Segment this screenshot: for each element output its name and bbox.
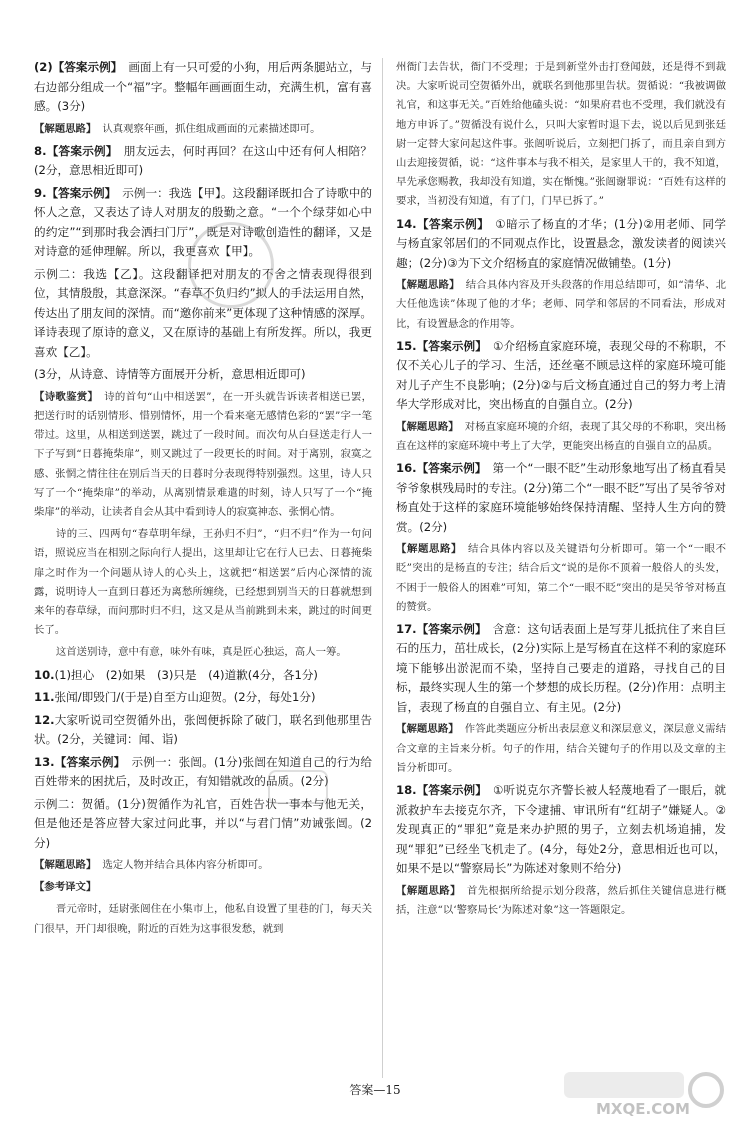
answer-q14: 14.【答案示例】 ①暗示了杨直的才华；(1分)②用老师、同学与杨直家邻居们的不同观点作比，设置悬念，激发读者的阅读兴趣；(2分)③为下文介绍杨直的家庭情况做铺垫。(1分): [396, 216, 726, 270]
tip-q16: 【解题思路】 结合具体内容以及关键语句分析即可。第一个“一眼不眨”突出的是杨直的专注；结合后文“说的是你不顶着一般俗人的头发，不困于一般俗人的困难”可知，第二个“一眼不眨”突出的是吴爷爷对杨直的赞赏。: [396, 543, 726, 613]
page-footer: 答案—15: [349, 1083, 401, 1097]
right-column: [396, 58, 726, 923]
answer-q11: 11.张闻/即毁门/(于是)自至方山迎贺。(2分，每处1分): [34, 690, 316, 705]
column-divider: [382, 58, 383, 1078]
answer-q13-a: 13.【答案示例】 示例一：张闿。(1分)张闿在知道自己的行为给百姓带来的困扰后，及时改正，有知错就改的品质。(2分): [34, 754, 372, 789]
left-column: [34, 58, 372, 942]
answer-q16: 16.【答案示例】 第一个“一眼不眨”生动形象地写出了杨直看吴爷爷象棋残局时的专注。(2分)第二个“一眼不眨”写出了吴爷爷对杨直处于这样的家庭环境能够始终保持清醒、坚持人生方向的赞赏。(2分): [396, 461, 726, 534]
answer-q8: 8.【答案示例】 朋友远去，何时再回？在这山中还有何人相陪？(2分，意思相近即可): [34, 143, 372, 178]
reference-translation-cont: 州衙门去告状，衙门不受理；于是到新堂外击打登闻鼓，还是得不到裁决。大家听说司空贺循外出，就联名到他那里告状。贺循说：“我被调做礼官，和这事无关。”百姓给他磕头说：“如果府君也不受理，我们就没有地方申诉了。”贺循没有说什么，只叫大家暂时退下去，说以后见到张廷尉一定替大家问起这件事。张闿听说后，立刻把门拆了，而且亲自到方山去迎接贺循，说：“这件事本与我不相关，是家里人干的，我不知道，早先承您赐教，我却没有知道，实在惭愧。”张闿谢罪说：“百姓有这样的要求，当初没有知道，有了门，门早已拆了。”: [396, 61, 726, 208]
tip-q13: 【解题思路】 选定人物并结合具体内容分析即可。: [34, 859, 269, 872]
answer-q7-2: (2)【答案示例】 画面上有一只可爱的小狗，用后两条腿站立，与右边部分组成一个“福”字。整幅年画画面生动，充满生机，富有喜感。(3分): [34, 60, 372, 113]
watermark-text: MXQE.COM: [596, 1100, 690, 1118]
faded-stamp-small: [268, 770, 328, 804]
answer-q9-b: 示例二：我选【乙】。这段翻译把对朋友的不舍之情表现得很到位，其情殷殷，其意深深。“春草不负归约”拟人的手法运用自然，传达出了朋友间的深情。而“邀你前来”更体现了这种情感的深厚。译诗表现了原诗的意义，又在原诗的基础上有所发挥。所以，我更喜欢【乙】。: [34, 266, 372, 359]
answer-q12: 12.大家听说司空贺循外出，张闿便拆除了破门，联名到他那里告状。(2分，关键词：闻、诣): [34, 712, 372, 747]
reference-translation: 晋元帝时，廷尉张闿住在小集市上，他私自设置了里巷的门，每天关门很早，开门却很晚，附近的百姓为这事很发愁，就到: [34, 903, 372, 935]
answer-q15: 15.【答案示例】 ①介绍杨直家庭环境，表现父母的不称职，不仅不关心儿子的学习、生活，还丝毫不顾忌这样的家庭环境可能对儿子产生不良影响；(2分)②与后文杨直通过自己的努力考上清华大学形成对比，突出杨直的自强自立。(2分): [396, 338, 726, 412]
poem-appreciation-3: 这首送别诗，意中有意，味外有味，真是匠心独运，高人一筹。: [55, 646, 347, 659]
tip-q14: 【解题思路】 结合具体内容及开头段落的作用总结即可，如“清华、北大任他选读”体现了他的才华；老师、同学和邻居的不同看法，形成对比，有设置悬念的作用等。: [396, 279, 727, 330]
tip-q17: 【解题思路】 作答此类题应分析出表层意义和深层意义，深层意义需结合文章的主旨来分析。句子的作用，结合关键句子的作用以及文章的主旨分析即可。: [396, 723, 727, 774]
answer-q17: 17.【答案示例】 含意：这句话表面上是写芽儿抵抗住了来自巨石的压力，茁壮成长，(2分)实际上是写杨直在这样不利的家庭环境下能够出淤泥而不染，坚持自己要走的道路，寻找自己的目标，最终实现人生的第一个梦想的成长历程。(2分)作用：点明主旨，表现了杨直的自强自立、有主见。(2分): [396, 621, 726, 714]
tip-q15: 【解题思路】 对杨直家庭环境的介绍，表现了其父母的不称职，突出杨直在这样的家庭环境中考上了大学，更能突出杨直的自强自立的品质。: [396, 420, 727, 452]
faded-stamp-seal: [188, 222, 274, 308]
reference-translation-heading: 【参考译文】: [34, 881, 97, 894]
answer-q9-a: 9.【答案示例】 示例一：我选【甲】。这段翻译既扣合了诗歌中的怀人之意，又表达了诗人对朋友的殷勤之意。“一个个绿芽如心中的约定”“到那时我会洒扫门厅”，既是对诗歌创造性的翻译，又是对诗意的延伸理解。所以，我更喜欢【甲】。: [34, 185, 372, 259]
answer-q9-c: (3分，从诗意、诗情等方面展开分析，意思相近即可): [34, 367, 306, 382]
answer-q18: 18.【答案示例】 ①听说克尔齐警长被人轻蔑地看了一眼后，就派救护车去接克尔齐，下令逮捕、审讯所有“红胡子”嫌疑人。②发现真正的“罪犯”竟是来办护照的男子，立刻去机场追捕，发现“罪犯”已经坐飞机走了。(4分，每处2分，意思相近也可以，如果不是以“警察局长”为陈述对象则不给分): [396, 783, 726, 876]
answer-q10: 10.(1)担心 (2)如果 (3)只是 (4)道歉(4分，各1分): [34, 667, 318, 682]
answer-q13-b: 示例二：贺循。(1分)贺循作为礼官，百姓告状一事本与他无关，但是他还是答应替大家过问此事，并以“与君门情”劝诫张闿。(2分): [34, 796, 372, 850]
poem-appreciation: 【诗歌鉴赏】 诗的首句“山中相送罢”，在一开头就告诉读者相送已罢，把送行时的话别情形、惜别情怀，用一个看来毫无感情色彩的“罢”字一笔带过。这里，从相送到送罢，跳过了一段时间。而次句从白昼送走行人一下子写到“日暮掩柴扉”，则又跳过了一段更长的时间。对于离别，寂寞之感、张惘之情往往在别后当天的日暮时分表现得特别强烈。这里，诗人只写了一个“掩柴扉”的举动，从离别情景难遣的时刻，诗人只写了一个“掩柴扉”的举动，让读者自会从其中看到诗人的寂寞神态、张惘心情。: [34, 390, 373, 518]
tip-q18: 【解题思路】 首先根据所给提示划分段落，然后抓住关键信息进行概括，注意“以‘警察局长’为陈述对象”这一答题限定。: [396, 884, 727, 916]
tip-q7: 【解题思路】 认真观察年画，抓住组成画面的元素描述即可。: [34, 122, 321, 135]
poem-appreciation-2: 诗的三、四两句“春草明年绿，王孙归不归”，“归不归”作为一句问语，照说应当在相别之际向行人提出，这里却让它在行人已去、日暮掩柴扉之时作为一个问题从诗人的心头上，这就把“相送罢”后内心深情的流露，说明诗人一直到日暮还为离愁所缠绕，已经想到别当天的日暮就想到来年的春草绿，而问那时归不归，这又是从当前跳到未来，跳过的时间更长了。: [34, 528, 372, 637]
